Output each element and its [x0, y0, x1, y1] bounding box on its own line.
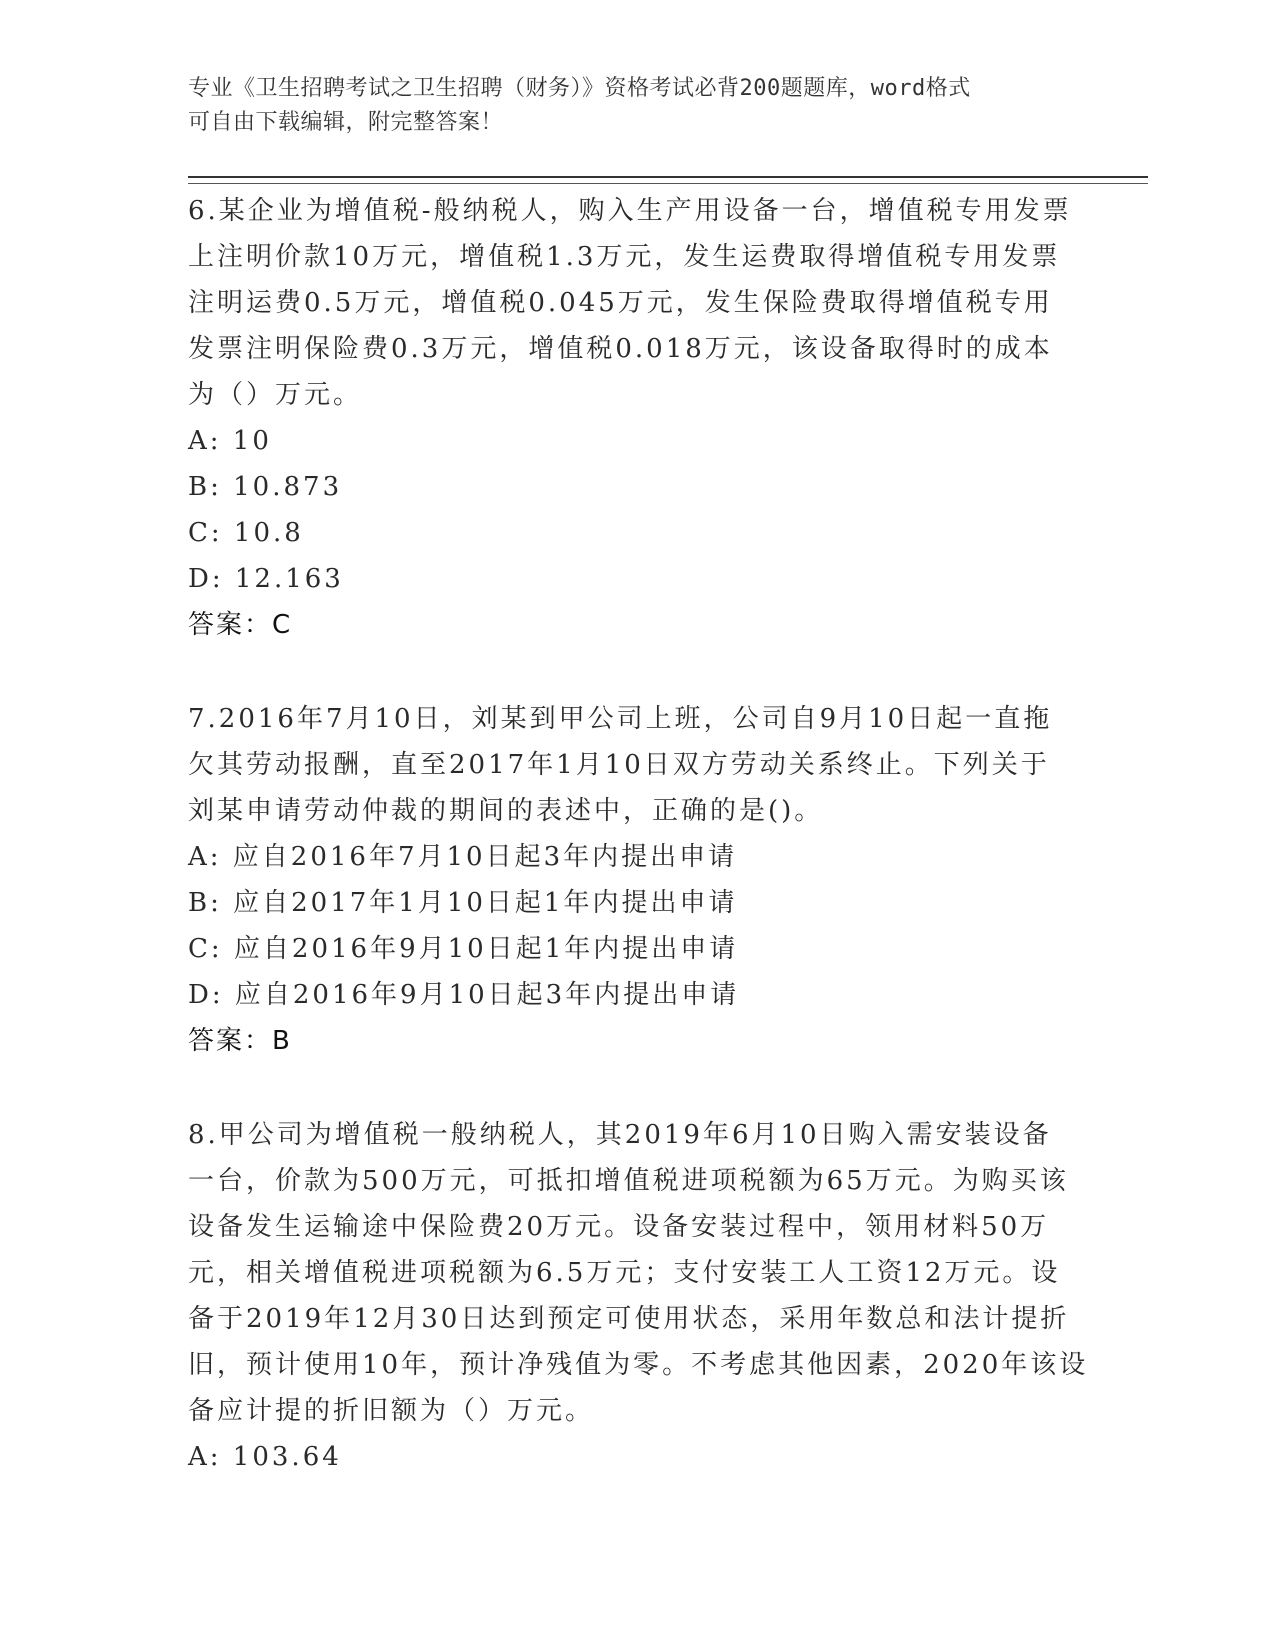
option-b: B: 10.873 [188, 472, 343, 502]
question-text-line: 元，相关增值税进项税额为6.5万元；支付安装工人工资12万元。设 [188, 1258, 1061, 1288]
header-line: 专业《卫生招聘考试之卫生招聘（财务）》资格考试必背200题题库，word格式 [188, 76, 971, 101]
option-d: D: 12.163 [188, 564, 344, 594]
question-text-line: 备应计提的折旧额为（）万元。 [188, 1396, 595, 1426]
question-text-line: 为（）万元。 [188, 380, 363, 410]
question-text-line: 欠其劳动报酬，直至2017年1月10日双方劳动关系终止。下列关于 [188, 750, 1050, 780]
answer: 答案：B [188, 1026, 292, 1056]
question-text-line: 8.甲公司为增值税一般纳税人，其2019年6月10日购入需安装设备 [188, 1120, 1052, 1150]
answer: 答案：C [188, 610, 293, 640]
option-d: D: 应自2016年9月10日起3年内提出申请 [188, 980, 740, 1010]
option-a: A: 应自2016年7月10日起3年内提出申请 [188, 842, 738, 872]
header-line: 可自由下载编辑，附完整答案！ [188, 110, 504, 135]
question-text-line: 设备发生运输途中保险费20万元。设备安装过程中，领用材料50万 [188, 1212, 1050, 1242]
question-text-line: 备于2019年12月30日达到预定可使用状态，采用年数总和法计提折 [188, 1304, 1070, 1334]
question-text-line: 一台，价款为500万元，可抵扣增值税进项税额为65万元。为购买该 [188, 1166, 1069, 1196]
option-c: C: 10.8 [188, 518, 304, 548]
question-text-line: 注明运费0.5万元，增值税0.045万元，发生保险费取得增值税专用 [188, 288, 1053, 318]
option-c: C: 应自2016年9月10日起1年内提出申请 [188, 934, 739, 964]
header-divider-thick [188, 176, 1148, 178]
question-text-line: 旧，预计使用10年，预计净残值为零。不考虑其他因素，2020年该设 [188, 1350, 1089, 1380]
option-b: B: 应自2017年1月10日起1年内提出申请 [188, 888, 738, 918]
question-text-line: 刘某申请劳动仲裁的期间的表述中，正确的是()。 [188, 796, 824, 826]
question-7 [188, 696, 1088, 1064]
question-text-line: 6.某企业为增值税-般纳税人，购入生产用设备一台，增值税专用发票 [188, 196, 1072, 226]
question-text-line: 上注明价款10万元，增值税1.3万元，发生运费取得增值税专用发票 [188, 242, 1061, 272]
option-a: A: 103.64 [188, 1442, 342, 1472]
header-divider-thin [188, 183, 1148, 184]
question-text-line: 发票注明保险费0.3万元，增值税0.018万元，该设备取得时的成本 [188, 334, 1053, 364]
option-a: A: 10 [188, 426, 272, 456]
page-header [188, 72, 1088, 140]
question-6 [188, 188, 1088, 648]
question-list [188, 188, 1088, 1528]
question-text-line: 7.2016年7月10日，刘某到甲公司上班，公司自9月10日起一直拖 [188, 704, 1053, 734]
question-8 [188, 1112, 1088, 1480]
